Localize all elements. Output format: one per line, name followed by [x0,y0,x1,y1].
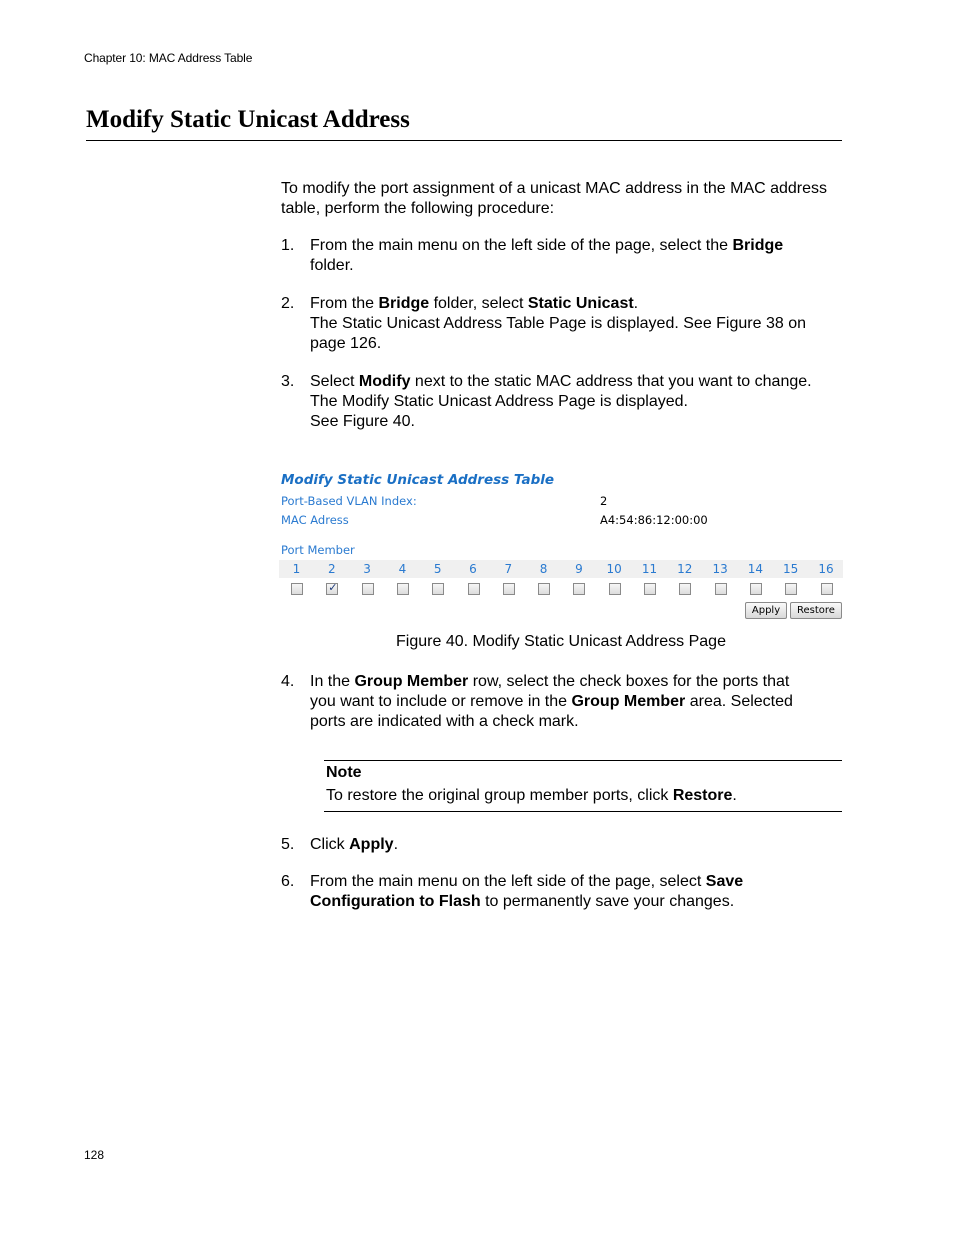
port-number: 12 [677,562,693,576]
port-number: 15 [783,562,799,576]
step-text: folder, select [429,295,528,312]
step-text: In the [310,673,355,690]
port-checkbox[interactable] [821,583,833,595]
port-number: 6 [469,562,477,576]
port-checkbox[interactable] [362,583,374,595]
page-title: Modify Static Unicast Address [86,106,410,133]
step-number: 3. [281,373,295,390]
apply-button[interactable]: Apply [745,602,787,619]
port-checkbox[interactable] [750,583,762,595]
port-number: 7 [504,562,513,576]
port-checkbox[interactable] [785,583,797,595]
step-text: From the [310,295,379,312]
step-text: . [393,836,399,853]
step-number: 4. [281,673,295,690]
step-number: 5. [281,836,295,853]
step-bold: Group Member [571,693,686,710]
step-text: The Modify Static Unicast Address Page is displayed. [310,393,688,410]
step-bold: Bridge [732,237,784,254]
step-bold: Bridge [378,295,430,312]
port-number: 1 [292,562,301,576]
step-text: See Figure 40. [310,413,415,430]
step-text: . [633,295,639,312]
step-bold: Static Unicast [527,295,634,312]
port-number: 2 [327,562,336,576]
step-text: area. Selected [685,693,793,710]
note-text-pre: To restore the original group member ports, click [326,787,673,804]
step-bold: Modify [358,373,411,390]
port-checkbox[interactable] [609,583,621,595]
step-text: ports are indicated with a check mark. [310,713,579,730]
port-checkbox[interactable] [679,583,691,595]
restore-button[interactable]: Restore [790,602,842,619]
step-text: page 126. [310,335,382,352]
port-checkbox[interactable] [503,583,515,595]
note-box [324,760,842,812]
step-text: Click [310,836,350,853]
port-number: 14 [747,562,764,576]
note-text-post: . [732,787,737,804]
port-number: 16 [818,562,834,576]
port-checkbox[interactable] [715,583,727,595]
step-text: to permanently save your changes. [480,893,735,910]
port-number: 11 [641,562,658,576]
port-checkbox[interactable] [397,583,409,595]
intro-paragraph: To modify the port assignment of a unicast MAC address in the MAC address table, perform the following procedure: [281,180,828,217]
port-number: 5 [433,562,442,576]
port-number: 13 [712,562,728,576]
step-text: you want to include or remove in the [310,693,572,710]
port-checkbox[interactable] [468,583,480,595]
mac-value: A4:54:86:12:00:00 [600,513,708,527]
port-checkbox[interactable] [326,583,338,595]
step-bold: Save [705,873,744,890]
port-checkbox[interactable] [573,583,585,595]
title-rule [86,140,842,141]
step-number: 2. [281,295,295,312]
step-text: folder. [310,257,354,274]
note-bold: Restore [672,787,733,804]
port-number: 4 [398,562,407,576]
step-text: From the main menu on the left side of the page, select the [310,237,733,254]
step-number: 6. [281,873,295,890]
port-number: 10 [606,562,622,576]
figure-screenshot [279,470,843,622]
step-text: row, select the check boxes for the ports that [468,673,790,690]
port-number: 9 [575,562,583,576]
step-text: The Static Unicast Address Table Page is displayed. See Figure 38 on [310,315,806,332]
port-checkbox[interactable] [291,583,303,595]
mac-label: MAC Adress [281,513,349,527]
figure-caption: Figure 40. Modify Static Unicast Address Page [396,633,726,650]
figure-title: Modify Static Unicast Address Table [281,472,555,488]
page-number: 128 [84,1148,105,1162]
port-checkbox[interactable] [538,583,550,595]
step-bold: Configuration to Flash [310,893,481,910]
note-text [326,787,737,805]
vlan-value: 2 [600,494,608,508]
port-checkbox[interactable] [644,583,656,595]
port-checkbox[interactable] [432,583,444,595]
vlan-label: Port-Based VLAN Index: [281,494,417,508]
running-header: Chapter 10: MAC Address Table [84,51,253,65]
step-bold: Apply [349,836,394,853]
port-number: 3 [363,562,371,576]
step-bold: Group Member [354,673,469,690]
port-number: 8 [539,562,548,576]
step-number: 1. [281,237,295,254]
port-member-label: Port Member [281,543,355,557]
step-text: From the main menu on the left side of the page, select [310,873,706,890]
note-heading: Note [326,764,362,781]
step-text: Select [310,373,359,390]
step-text: next to the static MAC address that you want to change. [410,373,812,390]
